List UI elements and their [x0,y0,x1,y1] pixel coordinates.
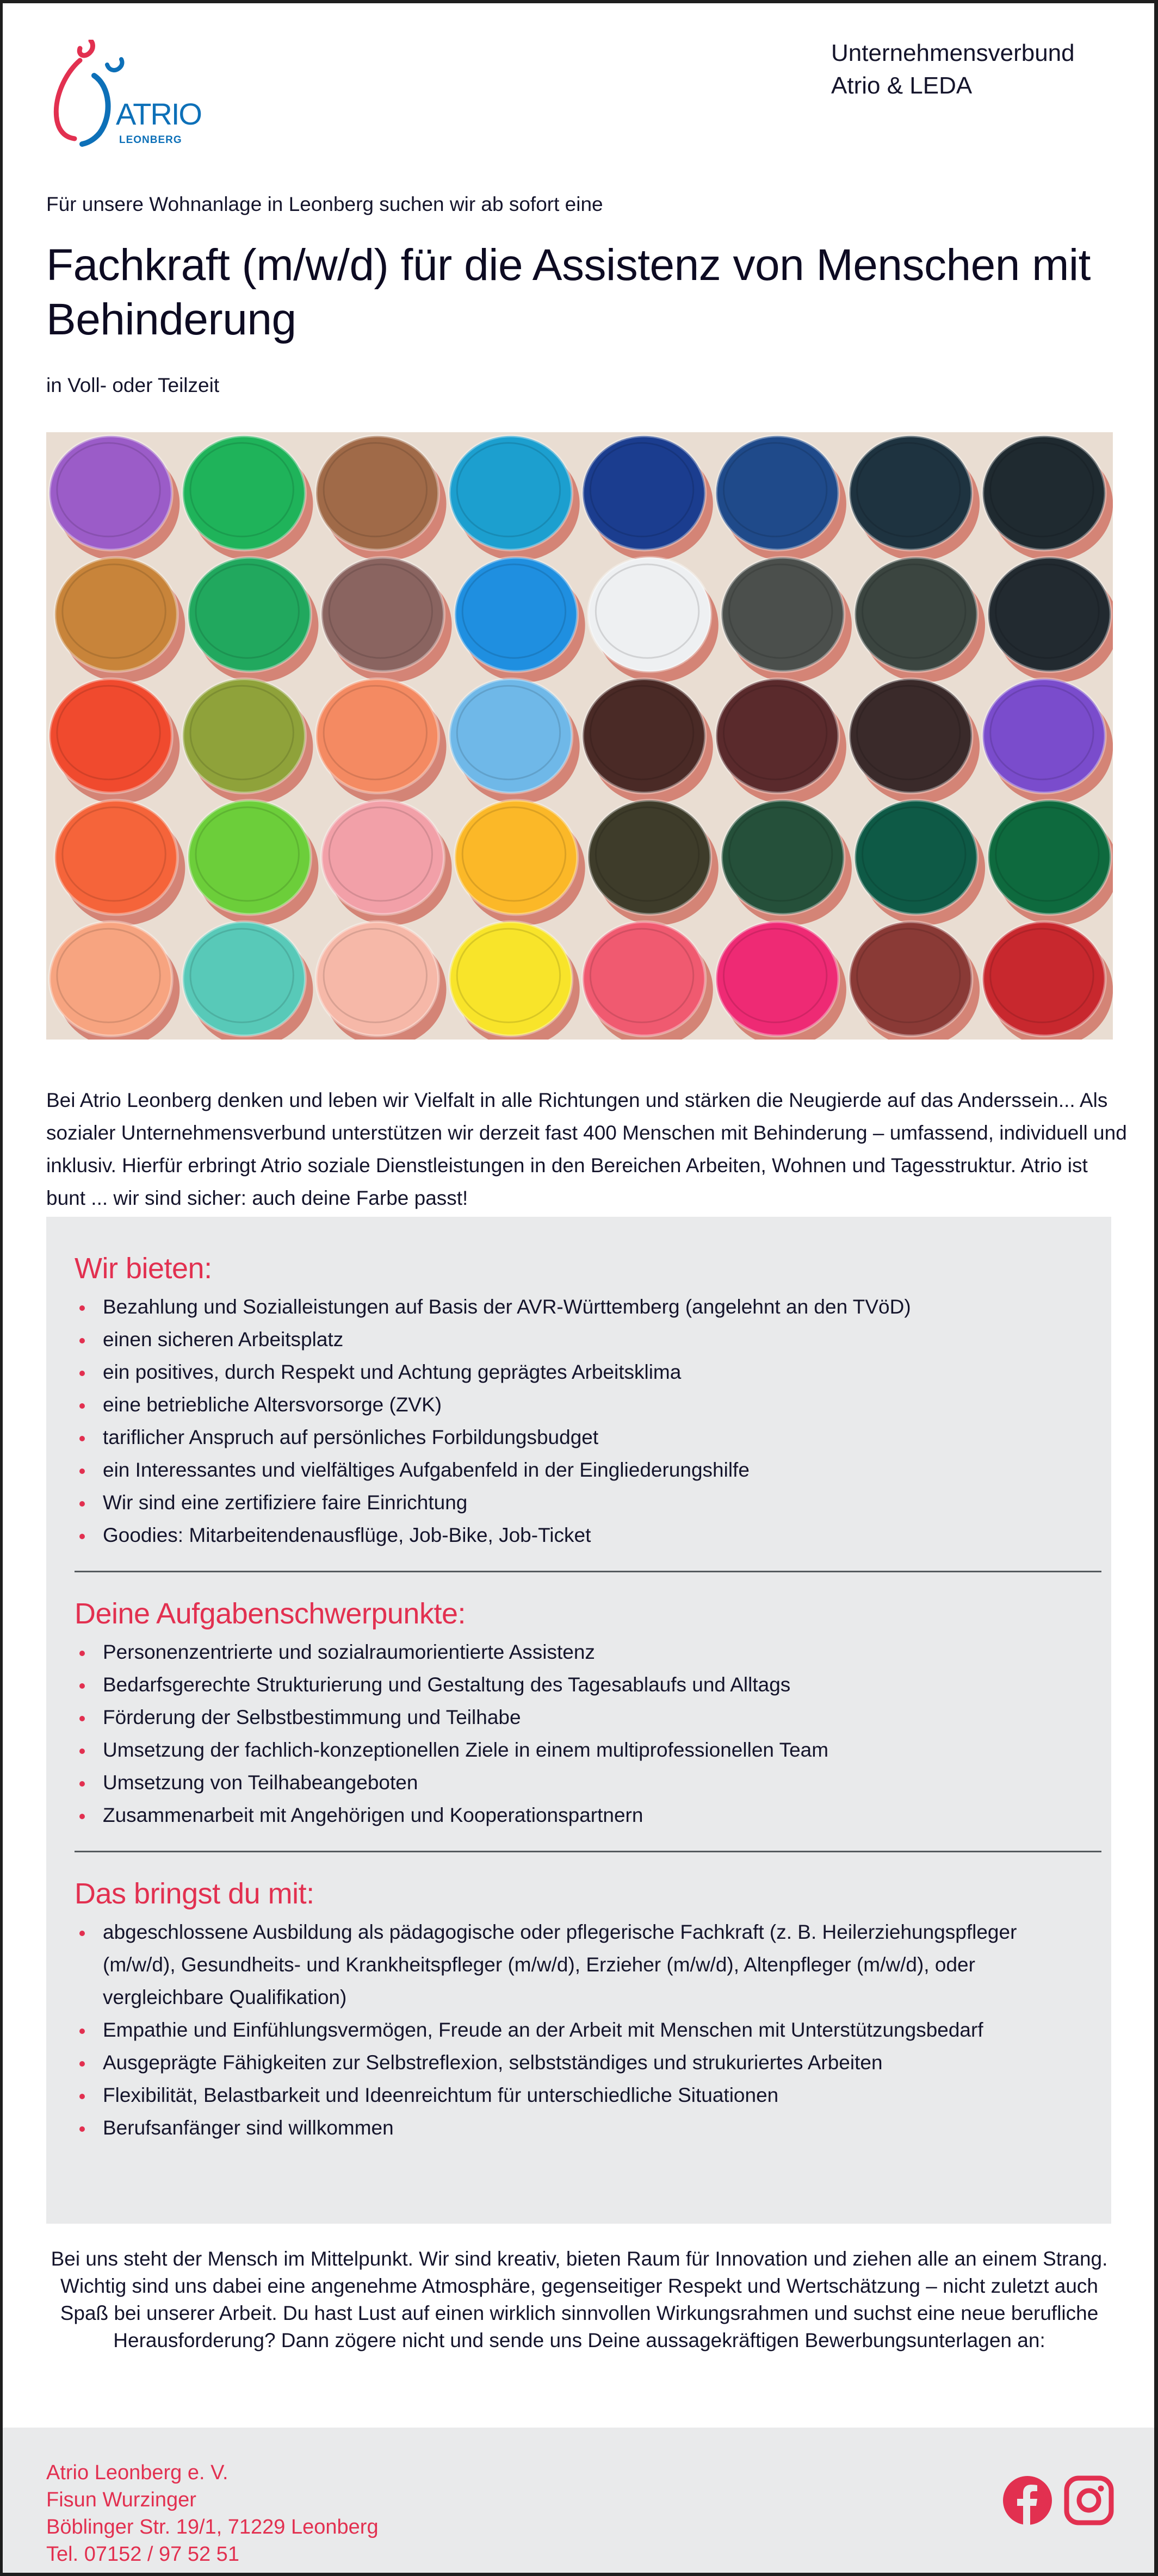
list-item: eine betriebliche Altersvorsorge (ZVK) [75,1389,1086,1421]
bullet-list [75,1291,1086,1552]
svg-text:LEONBERG: LEONBERG [119,134,182,146]
section-title: Das bringst du mit: [75,1877,314,1910]
employment-type: in Voll- oder Teilzeit [46,374,220,396]
contact-footer [3,2428,1154,2573]
section-title: Wir bieten: [75,1252,212,1285]
bullet-list [75,1916,1086,2144]
list-item: abgeschlossene Ausbildung als pädagogische oder pflegerische Fachkraft (z. B. Heilerziehungspfleger (m/w/d), Gesundheits- und Krankheitspfleger (m/w/d), Erzieher (m/w/d), Altenpfleger (m/w/d), oder vergleichbare Qualifikation) [75,1916,1086,2014]
list-item: tariflicher Anspruch auf persönliches Forbildungsbudget [75,1421,1086,1454]
section-requirements [75,1875,1086,2144]
benefits-panel [46,1217,1111,2224]
list-item: Wir sind eine zertifiziere faire Einrichtung [75,1486,1086,1519]
contact-address: Böblinger Str. 19/1, 71229 Leonberg [46,2516,379,2538]
company-line-2: Atrio & LEDA [831,72,973,99]
contact-phone[interactable]: Tel. 07152 / 97 52 51 [46,2543,239,2566]
facebook-icon[interactable] [1002,2475,1052,2525]
bullet-list [75,1636,1086,1832]
company-network-label [831,37,1075,102]
atrio-logo [46,40,204,148]
section-title: Deine Aufgabenschwerpunkte: [75,1597,466,1630]
contact-organization: Atrio Leonberg e. V. [46,2461,228,2484]
list-item: Empathie und Einfühlungsvermögen, Freude an der Arbeit mit Menschen mit Unterstützungsbedarf [75,2014,1086,2046]
job-ad-page [3,3,1154,2573]
list-item: Umsetzung der fachlich-konzeptionellen Ziele in einem multiprofessionellen Team [75,1734,1086,1766]
list-item: Goodies: Mitarbeitendenausflüge, Job-Bike, Job-Ticket [75,1519,1086,1552]
contact-block [46,2459,379,2568]
list-item: ein positives, durch Respekt und Achtung geprägtes Arbeitsklima [75,1356,1086,1389]
list-item: einen sicheren Arbeitsplatz [75,1323,1086,1356]
closing-paragraph: Bei uns steht der Mensch im Mittelpunkt. Wir sind kreativ, bieten Raum für Innovation und ziehen alle an einem Strang. Wichtig sind uns dabei eine angenehme Atmosphäre, gegenseitiger Respekt und Wertschätzung – nicht zuletzt auch Spaß bei unserer Arbeit. Du hast Lust auf einen wirklich sinnvollen Wirkungsrahmen und suchst eine neue berufliche Herausforderung? Dann zögere nicht und sende uns Deine aussagekräftigen Bewerbungsunterlagen an: [51,2248,1108,2351]
paint-pots-photo [46,432,1113,1040]
about-paragraph: Bei Atrio Leonberg denken und leben wir Vielfalt in alle Richtungen und stärken die Neugierde auf das Anderssein... Als sozialer Unternehmensverbund unterstützen wir derzeit fast 400 Menschen mit Behinderung – umfassend, individuell und inklusiv. Hierfür erbringt Atrio soziale Dienstleistungen in den Bereichen Arbeiten, Wohnen und Tagesstruktur. Atrio ist bunt ... wir sind sicher: auch deine Farbe passt! [46,1089,1127,1209]
job-title: Fachkraft (m/w/d) für die Assistenz von Menschen mit Behinderung [46,240,1091,344]
contact-person: Fisun Wurzinger [46,2488,196,2511]
section-we-offer [75,1249,1086,1552]
list-item: Ausgeprägte Fähigkeiten zur Selbstreflexion, selbstständiges und strukuriertes Arbeiten [75,2046,1086,2079]
company-line-1: Unternehmensverbund [831,40,1075,66]
section-responsibilities [75,1595,1086,1832]
list-item: Berufsanfänger sind willkommen [75,2112,1086,2144]
svg-text:ATRIO: ATRIO [116,97,201,131]
social-links [1002,2475,1114,2525]
list-item: Flexibilität, Belastbarkeit und Ideenreichtum für unterschiedliche Situationen [75,2079,1086,2112]
list-item: ein Interessantes und vielfältiges Aufgabenfeld in der Eingliederungshilfe [75,1454,1086,1486]
list-item: Bezahlung und Sozialleistungen auf Basis der AVR-Württemberg (angelehnt an den TVöD) [75,1291,1086,1323]
list-item: Zusammenarbeit mit Angehörigen und Kooperationspartnern [75,1799,1086,1832]
list-item: Personenzentrierte und sozialraumorientierte Assistenz [75,1636,1086,1669]
section-divider [75,1851,1101,1852]
list-item: Bedarfsgerechte Strukturierung und Gestaltung des Tagesablaufs und Alltags [75,1669,1086,1701]
list-item: Umsetzung von Teilhabeangeboten [75,1766,1086,1799]
instagram-icon[interactable] [1064,2475,1114,2525]
section-divider [75,1571,1101,1572]
job-intro: Für unsere Wohnanlage in Leonberg suchen wir ab sofort eine [46,193,603,215]
list-item: Förderung der Selbstbestimmung und Teilhabe [75,1701,1086,1734]
